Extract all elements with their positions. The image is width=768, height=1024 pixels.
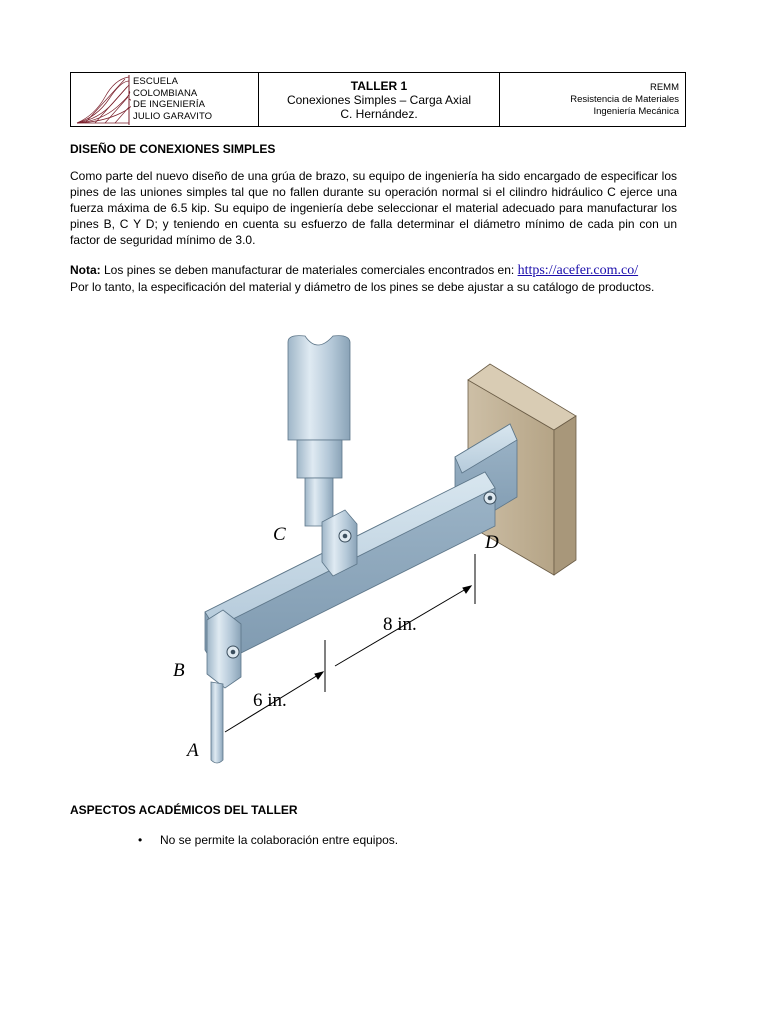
supplier-link[interactable]: https://acefer.com.co/ — [517, 263, 639, 278]
logo-cell — [71, 73, 259, 127]
dimension-8in: 8 in. — [383, 614, 417, 635]
list-item — [138, 833, 398, 847]
document-title: TALLER 1 — [350, 78, 408, 93]
logo-line-3: DE INGENIERÍA — [133, 99, 206, 110]
note-text-2: Por lo tanto, la especificación del material y diámetro de los pines se debe ajustar a su catálogo de productos. — [70, 280, 655, 294]
bullet-icon: • — [138, 833, 143, 847]
note-label: Nota: — [70, 263, 101, 277]
title-cell — [259, 73, 500, 127]
crane-arm-figure — [165, 332, 585, 772]
document-header — [70, 72, 686, 127]
hydraulic-cylinder-c — [288, 336, 350, 526]
label-a: A — [187, 740, 199, 761]
label-b: B — [173, 660, 185, 681]
link-b-rod-a — [207, 610, 241, 763]
document-subtitle: Conexiones Simples – Carga Axial — [286, 92, 472, 107]
problem-text: Como parte del nuevo diseño de una grúa de brazo, su equipo de ingeniería ha sido encargado de especificar los pines de las uniones simples tal que no fallen durante su operación normal si el cilindro hidráulico C ejerce una fuerza máxima de 6.5 kip. Su equipo de ingeniería debe seleccionar el material adecuado para manufacturar los pines B, C Y D; y teniendo en cuenta su esfuerzo de falla determinar el diámetro mínimo de cada pin con un factor de seguridad mínimo de 3.0. — [70, 169, 677, 247]
logo-text — [133, 76, 212, 122]
course-info-cell — [500, 73, 686, 127]
logo-line-2: COLOMBIANA — [133, 87, 198, 99]
program-name: Ingeniería Mecánica — [593, 105, 679, 117]
main-arm — [205, 472, 496, 666]
note-paragraph — [70, 262, 677, 295]
problem-paragraph — [70, 168, 677, 248]
course-name: Resistencia de Materiales — [570, 93, 679, 105]
label-d: D — [485, 532, 499, 553]
note-text: Los pines se deben manufacturar de materiales comerciales encontrados en: — [100, 263, 518, 277]
course-code: REMM — [649, 81, 679, 93]
university-logo-icon — [75, 75, 131, 125]
document-author: C. Hernández. — [340, 106, 418, 121]
dimension-6in: 6 in. — [253, 690, 287, 711]
section-heading-design: DISEÑO DE CONEXIONES SIMPLES — [70, 142, 276, 156]
logo-line-4: JULIO GARAVITO — [133, 110, 213, 122]
list-item-text: No se permite la colaboración entre equipos. — [160, 833, 399, 847]
logo-line-1: ESCUELA — [133, 76, 179, 87]
section-heading-academic: ASPECTOS ACADÉMICOS DEL TALLER — [70, 803, 298, 817]
label-c: C — [273, 524, 286, 545]
